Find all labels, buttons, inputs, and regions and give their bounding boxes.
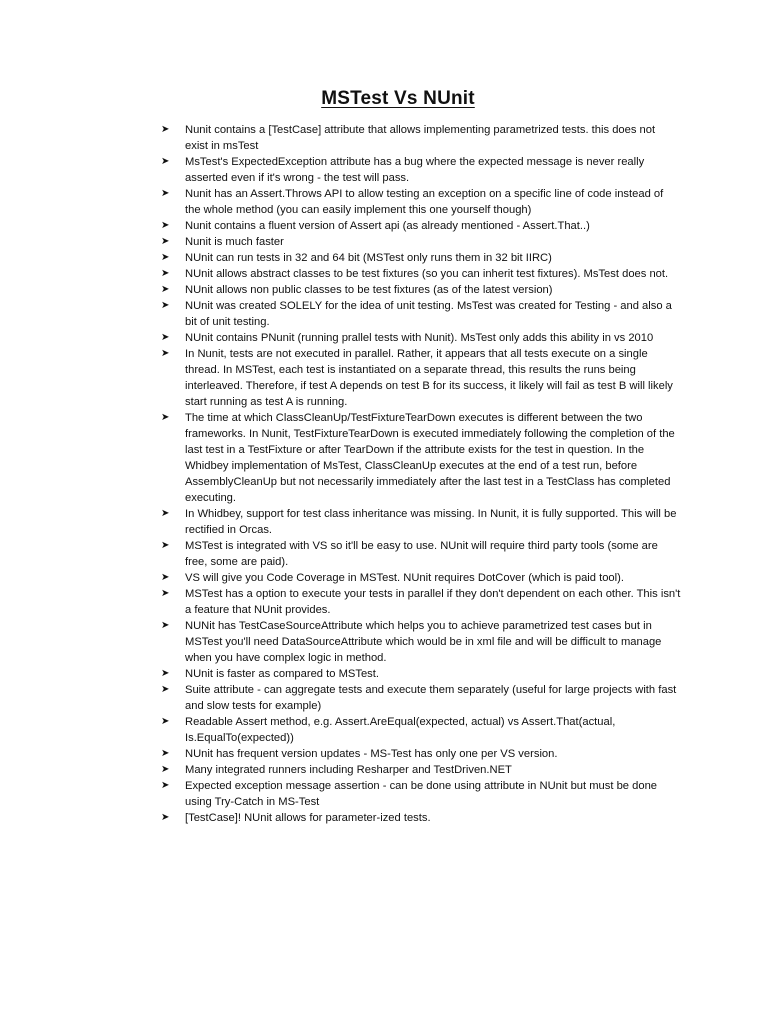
- list-item: [161, 618, 681, 666]
- list-item-text: MsTest's ExpectedException attribute has a bug where the expected message is never really asserted even if it's wrong - the test will pass.: [185, 156, 645, 184]
- list-item: [161, 154, 681, 186]
- arrowhead-bullet-icon: ➤: [161, 780, 170, 791]
- list-item-text: Nunit contains a [TestCase] attribute that allows implementing parametrized tests. this does not exist in msTest: [185, 124, 656, 152]
- arrowhead-bullet-icon: ➤: [161, 252, 170, 263]
- arrowhead-bullet-icon: ➤: [161, 412, 170, 423]
- arrowhead-bullet-icon: ➤: [161, 588, 170, 599]
- list-item-text: The time at which ClassCleanUp/TestFixtureTearDown executes is different between the two frameworks. In Nunit, TestFixtureTearDown is executed immediately following the completion of the last test in a TestFixture or after TearDown if the attribute exists for the test in question. In the Whidbey implementation of MsTest, ClassCleanUp executes at the end of a test run, before AssemblyCleanUp but not necessarily immediately after the last test in a TestClass has completed executing.: [185, 412, 675, 504]
- arrowhead-bullet-icon: ➤: [161, 668, 170, 679]
- arrowhead-bullet-icon: ➤: [161, 572, 170, 583]
- list-item-text: Readable Assert method, e.g. Assert.AreEqual(expected, actual) vs Assert.That(actual, Is.EqualTo(expected)): [185, 716, 616, 744]
- list-item-text: MSTest has a option to execute your tests in parallel if they don't dependent on each other. This isn't a feature that NUnit provides.: [185, 588, 681, 616]
- arrowhead-bullet-icon: ➤: [161, 812, 170, 823]
- list-item: [161, 570, 681, 586]
- arrowhead-bullet-icon: ➤: [161, 188, 170, 199]
- page-title: MSTest Vs NUnit: [321, 88, 475, 109]
- list-item-text: Nunit is much faster: [185, 236, 284, 248]
- list-item-text: MSTest is integrated with VS so it'll be easy to use. NUnit will require third party tools (some are free, some are paid).: [185, 540, 658, 568]
- arrowhead-bullet-icon: ➤: [161, 540, 170, 551]
- arrowhead-bullet-icon: ➤: [161, 284, 170, 295]
- list-item: [161, 714, 681, 746]
- list-item: [161, 282, 681, 298]
- list-item-text: NUnit can run tests in 32 and 64 bit (MSTest only runs them in 32 bit IIRC): [185, 252, 552, 264]
- arrowhead-bullet-icon: ➤: [161, 268, 170, 279]
- list-item: [161, 234, 681, 250]
- list-item-text: NUNit has TestCaseSourceAttribute which helps you to achieve parametrized test cases but in MSTest you'll need DataSourceAttribute which would be in xml file and will be difficult to manage when you have complex logic in method.: [185, 620, 662, 664]
- arrowhead-bullet-icon: ➤: [161, 684, 170, 695]
- list-item-text: In Nunit, tests are not executed in parallel. Rather, it appears that all tests execute on a single thread. In MSTest, each test is instantiated on a separate thread, this results the runs being interleaved. Therefore, if test A depends on test B for its success, it likely will fail as test B will likely start running as test A is running.: [185, 348, 673, 408]
- list-item-text: [TestCase]! NUnit allows for parameter-ized tests.: [185, 812, 431, 824]
- list-item: [161, 218, 681, 234]
- list-item: [161, 778, 681, 810]
- list-item-text: NUnit contains PNunit (running prallel tests with Nunit). MsTest only adds this ability in vs 2010: [185, 332, 654, 344]
- arrowhead-bullet-icon: ➤: [161, 508, 170, 519]
- list-item-text: NUnit allows abstract classes to be test fixtures (so you can inherit test fixtures). MsTest does not.: [185, 268, 669, 280]
- list-item: [161, 538, 681, 570]
- list-item-text: Nunit contains a fluent version of Assert api (as already mentioned - Assert.That..): [185, 220, 590, 232]
- list-item: [161, 330, 681, 346]
- arrowhead-bullet-icon: ➤: [161, 620, 170, 631]
- list-item: [161, 186, 681, 218]
- arrowhead-bullet-icon: ➤: [161, 748, 170, 759]
- arrowhead-bullet-icon: ➤: [161, 332, 170, 343]
- list-item-text: NUnit was created SOLELY for the idea of unit testing. MsTest was created for Testing - and also a bit of unit testing.: [185, 300, 672, 328]
- list-item: [161, 250, 681, 266]
- list-item: [161, 122, 681, 154]
- list-item-text: NUnit is faster as compared to MSTest.: [185, 668, 379, 680]
- list-item-text: Nunit has an Assert.Throws API to allow testing an exception on a specific line of code instead of the whole method (you can easily implement this one yourself though): [185, 188, 664, 216]
- bullet-list: [161, 122, 681, 826]
- arrowhead-bullet-icon: ➤: [161, 764, 170, 775]
- list-item: [161, 746, 681, 762]
- list-item-text: VS will give you Code Coverage in MSTest. NUnit requires DotCover (which is paid tool).: [185, 572, 624, 584]
- list-item: [161, 410, 681, 506]
- arrowhead-bullet-icon: ➤: [161, 236, 170, 247]
- list-item-text: NUnit has frequent version updates - MS-Test has only one per VS version.: [185, 748, 558, 760]
- list-item: [161, 810, 681, 826]
- arrowhead-bullet-icon: ➤: [161, 156, 170, 167]
- list-item-text: Expected exception message assertion - can be done using attribute in NUnit but must be done using Try-Catch in MS-Test: [185, 780, 658, 808]
- list-item: [161, 762, 681, 778]
- list-item: [161, 666, 681, 682]
- list-item: [161, 506, 681, 538]
- arrowhead-bullet-icon: ➤: [161, 716, 170, 727]
- arrowhead-bullet-icon: ➤: [161, 124, 170, 135]
- list-item: [161, 298, 681, 330]
- list-item: [161, 346, 681, 410]
- arrowhead-bullet-icon: ➤: [161, 348, 170, 359]
- list-item-text: NUnit allows non public classes to be test fixtures (as of the latest version): [185, 284, 553, 296]
- list-item: [161, 682, 681, 714]
- list-item-text: Many integrated runners including Resharper and TestDriven.NET: [185, 764, 512, 776]
- list-item-text: In Whidbey, support for test class inheritance was missing. In Nunit, it is fully supported. This will be rectified in Orcas.: [185, 508, 677, 536]
- list-item: [161, 266, 681, 282]
- list-item-text: Suite attribute - can aggregate tests and execute them separately (useful for large projects with fast and slow tests for example): [185, 684, 677, 712]
- arrowhead-bullet-icon: ➤: [161, 220, 170, 231]
- arrowhead-bullet-icon: ➤: [161, 300, 170, 311]
- list-item: [161, 586, 681, 618]
